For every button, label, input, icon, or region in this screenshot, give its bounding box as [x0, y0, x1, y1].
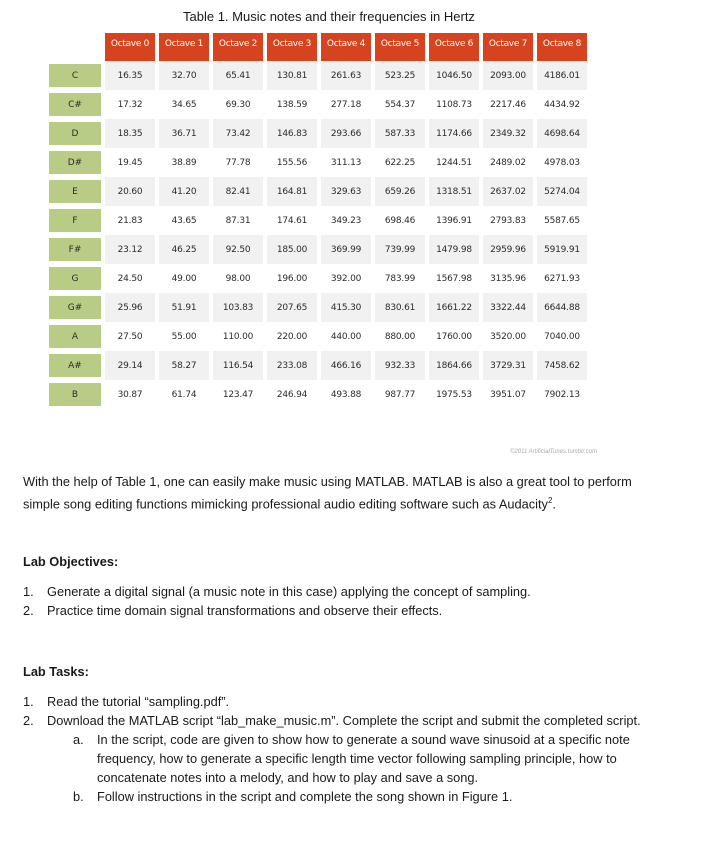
note-label: E [49, 177, 101, 206]
frequency-cell: 415.30 [321, 293, 371, 322]
frequency-cell: 2349.32 [483, 119, 533, 148]
frequency-cell: 49.00 [159, 264, 209, 293]
frequency-cell: 51.91 [159, 293, 209, 322]
frequency-cell: 34.65 [159, 90, 209, 119]
footnote-marker: 2 [547, 496, 553, 505]
frequency-cell: 17.32 [105, 90, 155, 119]
octave-header: Octave 4 [321, 33, 371, 61]
sublist-item-text: Follow instructions in the script and complete the song shown in Figure 1. [97, 789, 513, 804]
frequency-cell: 87.31 [213, 206, 263, 235]
tasks-list [23, 692, 663, 806]
frequency-cell: 880.00 [375, 322, 425, 351]
table-row [49, 235, 587, 264]
table-corner [49, 33, 101, 61]
frequency-cell: 7458.62 [537, 351, 587, 380]
frequency-cell: 440.00 [321, 322, 371, 351]
frequency-cell: 1479.98 [429, 235, 479, 264]
frequency-cell: 5274.04 [537, 177, 587, 206]
list-marker: 1. [23, 694, 34, 709]
frequency-cell: 1975.53 [429, 380, 479, 409]
frequency-cell: 830.61 [375, 293, 425, 322]
frequency-cell: 5919.91 [537, 235, 587, 264]
intro-end: . [552, 496, 556, 512]
frequency-cell: 932.33 [375, 351, 425, 380]
frequency-cell: 103.83 [213, 293, 263, 322]
note-label: B [49, 380, 101, 409]
list-marker: 2. [23, 713, 34, 728]
note-label: F [49, 206, 101, 235]
frequency-cell: 6271.93 [537, 264, 587, 293]
frequency-cell: 311.13 [321, 148, 371, 177]
frequency-cell: 220.00 [267, 322, 317, 351]
frequency-cell: 4698.64 [537, 119, 587, 148]
frequency-cell: 2793.83 [483, 206, 533, 235]
task-sublist [47, 730, 663, 806]
table-row [49, 206, 587, 235]
objectives-list [23, 582, 663, 620]
frequency-cell: 130.81 [267, 61, 317, 90]
table-row [49, 61, 587, 90]
frequency-cell: 207.65 [267, 293, 317, 322]
frequency-cell: 261.63 [321, 61, 371, 90]
sublist-marker: b. [73, 789, 84, 804]
frequency-cell: 164.81 [267, 177, 317, 206]
frequency-cell: 4186.01 [537, 61, 587, 90]
frequency-cell: 4978.03 [537, 148, 587, 177]
frequency-cell: 1046.50 [429, 61, 479, 90]
note-label: D [49, 119, 101, 148]
frequency-cell: 233.08 [267, 351, 317, 380]
frequency-cell: 698.46 [375, 206, 425, 235]
table-row [49, 293, 587, 322]
frequency-cell: 92.50 [213, 235, 263, 264]
frequency-cell: 25.96 [105, 293, 155, 322]
sublist-item [73, 787, 663, 806]
frequency-cell: 1760.00 [429, 322, 479, 351]
table-caption: Table 1. Music notes and their frequencies in Hertz [183, 9, 475, 24]
frequency-cell: 46.25 [159, 235, 209, 264]
frequency-cell: 554.37 [375, 90, 425, 119]
sublist-item [73, 730, 663, 787]
frequency-cell: 3951.07 [483, 380, 533, 409]
frequency-cell: 98.00 [213, 264, 263, 293]
frequency-cell: 24.50 [105, 264, 155, 293]
frequency-cell: 1864.66 [429, 351, 479, 380]
frequency-cell: 659.26 [375, 177, 425, 206]
frequency-cell: 29.14 [105, 351, 155, 380]
frequency-cell: 146.83 [267, 119, 317, 148]
note-label: G [49, 264, 101, 293]
table-row [49, 119, 587, 148]
frequency-cell: 155.56 [267, 148, 317, 177]
frequency-cell: 2489.02 [483, 148, 533, 177]
octave-header: Octave 2 [213, 33, 263, 61]
frequency-cell: 21.83 [105, 206, 155, 235]
note-label: G# [49, 293, 101, 322]
list-item-text: Generate a digital signal (a music note in this case) applying the concept of sampling. [47, 584, 531, 599]
frequency-cell: 61.74 [159, 380, 209, 409]
frequency-cell: 622.25 [375, 148, 425, 177]
frequency-cell: 32.70 [159, 61, 209, 90]
frequency-cell: 43.65 [159, 206, 209, 235]
octave-header: Octave 5 [375, 33, 425, 61]
frequency-cell: 987.77 [375, 380, 425, 409]
frequency-cell: 65.41 [213, 61, 263, 90]
frequency-cell: 38.89 [159, 148, 209, 177]
table-row [49, 380, 587, 409]
frequency-cell: 1396.91 [429, 206, 479, 235]
tasks-heading: Lab Tasks: [23, 664, 89, 679]
table-row [49, 351, 587, 380]
frequency-cell: 18.35 [105, 119, 155, 148]
frequency-cell: 3322.44 [483, 293, 533, 322]
frequency-cell: 36.71 [159, 119, 209, 148]
frequency-table [45, 33, 591, 409]
octave-header: Octave 7 [483, 33, 533, 61]
table-row [49, 177, 587, 206]
table-header-row [49, 33, 587, 61]
frequency-cell: 77.78 [213, 148, 263, 177]
frequency-cell: 5587.65 [537, 206, 587, 235]
frequency-cell: 3729.31 [483, 351, 533, 380]
frequency-cell: 69.30 [213, 90, 263, 119]
frequency-cell: 7040.00 [537, 322, 587, 351]
frequency-cell: 2093.00 [483, 61, 533, 90]
list-item [23, 601, 663, 620]
octave-header: Octave 3 [267, 33, 317, 61]
frequency-cell: 116.54 [213, 351, 263, 380]
frequency-cell: 369.99 [321, 235, 371, 264]
frequency-cell: 196.00 [267, 264, 317, 293]
frequency-cell: 739.99 [375, 235, 425, 264]
octave-header: Octave 6 [429, 33, 479, 61]
list-item-text: Download the MATLAB script “lab_make_music.m”. Complete the script and submit the completed script. [47, 713, 641, 728]
intro-text: With the help of Table 1, one can easily make music using MATLAB. MATLAB is also a great tool to perform simple song editing functions mimicking professional audio editing software such as Audacity [23, 474, 632, 512]
frequency-cell: 23.12 [105, 235, 155, 264]
list-item-text: Read the tutorial “sampling.pdf”. [47, 694, 230, 709]
frequency-cell: 2637.02 [483, 177, 533, 206]
frequency-cell: 4434.92 [537, 90, 587, 119]
frequency-cell: 16.35 [105, 61, 155, 90]
octave-header: Octave 1 [159, 33, 209, 61]
table-body [49, 61, 587, 409]
list-item-text: Practice time domain signal transformations and observe their effects. [47, 603, 443, 618]
frequency-cell: 123.47 [213, 380, 263, 409]
table-row [49, 264, 587, 293]
frequency-cell: 1244.51 [429, 148, 479, 177]
frequency-cell: 3520.00 [483, 322, 533, 351]
frequency-cell: 466.16 [321, 351, 371, 380]
frequency-cell: 7902.13 [537, 380, 587, 409]
table-row [49, 148, 587, 177]
frequency-cell: 185.00 [267, 235, 317, 264]
note-label: D# [49, 148, 101, 177]
frequency-cell: 493.88 [321, 380, 371, 409]
frequency-cell: 19.45 [105, 148, 155, 177]
frequency-cell: 30.87 [105, 380, 155, 409]
frequency-cell: 587.33 [375, 119, 425, 148]
table-row [49, 322, 587, 351]
list-marker: 1. [23, 584, 34, 599]
frequency-cell: 783.99 [375, 264, 425, 293]
list-marker: 2. [23, 603, 34, 618]
frequency-cell: 3135.96 [483, 264, 533, 293]
frequency-cell: 55.00 [159, 322, 209, 351]
frequency-cell: 277.18 [321, 90, 371, 119]
list-item [23, 711, 663, 806]
intro-paragraph [23, 472, 663, 513]
frequency-cell: 329.63 [321, 177, 371, 206]
frequency-cell: 293.66 [321, 119, 371, 148]
frequency-cell: 174.61 [267, 206, 317, 235]
frequency-cell: 82.41 [213, 177, 263, 206]
frequency-cell: 110.00 [213, 322, 263, 351]
frequency-cell: 41.20 [159, 177, 209, 206]
note-label: A# [49, 351, 101, 380]
frequency-cell: 1567.98 [429, 264, 479, 293]
note-label: C [49, 61, 101, 90]
note-label: C# [49, 90, 101, 119]
sublist-item-text: In the script, code are given to show how to generate a sound wave sinusoid at a specific note frequency, how to generate a specific length time vector following sampling principle, how to concatenate notes into a melody, and how to play and save a song. [97, 732, 630, 785]
frequency-cell: 246.94 [267, 380, 317, 409]
frequency-cell: 2217.46 [483, 90, 533, 119]
note-label: A [49, 322, 101, 351]
frequency-cell: 392.00 [321, 264, 371, 293]
frequency-cell: 349.23 [321, 206, 371, 235]
objectives-heading: Lab Objectives: [23, 554, 119, 569]
list-item [23, 692, 663, 711]
sublist-marker: a. [73, 732, 84, 747]
note-label: F# [49, 235, 101, 264]
table-row [49, 90, 587, 119]
frequency-cell: 2959.96 [483, 235, 533, 264]
frequency-cell: 20.60 [105, 177, 155, 206]
frequency-cell: 1661.22 [429, 293, 479, 322]
frequency-cell: 6644.88 [537, 293, 587, 322]
frequency-cell: 523.25 [375, 61, 425, 90]
frequency-cell: 1174.66 [429, 119, 479, 148]
frequency-cell: 58.27 [159, 351, 209, 380]
frequency-cell: 1318.51 [429, 177, 479, 206]
octave-header: Octave 8 [537, 33, 587, 61]
frequency-cell: 138.59 [267, 90, 317, 119]
frequency-cell: 73.42 [213, 119, 263, 148]
octave-header: Octave 0 [105, 33, 155, 61]
list-item [23, 582, 663, 601]
frequency-cell: 27.50 [105, 322, 155, 351]
watermark: ©2011 ArtificialTunes.tumblr.com [510, 449, 598, 455]
frequency-cell: 1108.73 [429, 90, 479, 119]
